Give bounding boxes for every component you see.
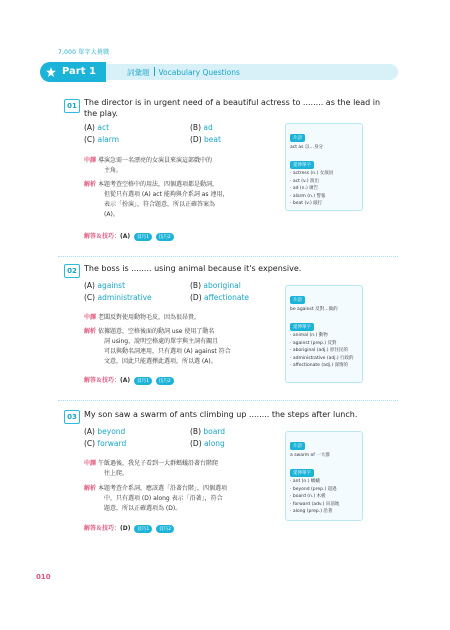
option-a: (A) act	[84, 123, 110, 132]
section-separator	[154, 67, 155, 76]
option-a: (A) against	[84, 281, 126, 290]
translation: 中譯 導演急需一名漂亮的女演員來演這部戲中的 主角。	[84, 157, 212, 174]
option-b: (B) board	[190, 427, 226, 436]
answer-label: 解答＆技巧	[84, 377, 115, 384]
sidebar-item: · beat (v.) 敲打	[290, 201, 323, 206]
sidebar-phrase: a swarm of 一大群	[290, 453, 330, 458]
answer-value: (D)	[120, 525, 131, 532]
translation-label: 中譯	[84, 460, 97, 467]
option-d: (D) along	[190, 439, 225, 448]
vocab-sidebar	[285, 285, 363, 383]
question-line: the play.	[84, 109, 119, 118]
book-title: 7,000 單字大挑戰	[58, 49, 110, 56]
page-number: 010	[36, 573, 51, 581]
question-line: My son saw a swarm of ants climbing up ........ the steps after lunch.	[84, 410, 358, 419]
explanation: 解析 本題考查介系詞，應該選「沿著台階」，四個選項 中，只有選項 (D) along 表示「沿著」，符合 題意，所以正確選項為 (D)。	[84, 485, 227, 512]
part-label: Part 1	[62, 66, 96, 77]
question-text	[84, 409, 396, 420]
sidebar-phrase: act as 以…身分	[290, 145, 323, 150]
sidebar-item: · ant (n.) 螞蟻	[290, 479, 320, 484]
option-d: (D) beat	[190, 135, 221, 144]
question-number: 02	[64, 264, 80, 278]
sidebar-item: · beyond (prep.) 超過	[290, 486, 337, 492]
vocab-sidebar	[285, 431, 363, 521]
sidebar-item: · ad (n.) 廣告	[290, 186, 319, 191]
sidebar-item: · along (prep.) 沿著	[290, 509, 333, 514]
tip-chip: 技巧1	[134, 525, 152, 533]
option-a: (A) beyond	[84, 427, 126, 436]
question-line: The director is in urgent need of a beautiful actress to ........ as the lead in	[84, 98, 381, 107]
star-icon	[46, 67, 56, 77]
tip-chip: 技巧2	[156, 525, 174, 533]
sidebar-item: · affectionate (adj.) 深情的	[290, 363, 349, 368]
question-text	[84, 97, 396, 119]
sidebar-item: · forward (adv.) 向前地	[290, 501, 340, 507]
answer-line: 解答＆技巧：(A) 技巧1 技巧2	[84, 231, 174, 241]
tip-chip: 技巧2	[156, 377, 174, 385]
question-line: The boss is ........ using animal because it's expensive.	[84, 264, 302, 273]
divider	[58, 400, 398, 401]
explanation-label: 解析	[84, 485, 97, 492]
sidebar-item: · actress (n.) 女演員	[290, 171, 334, 176]
part-tab	[40, 62, 106, 82]
divider	[58, 256, 398, 257]
sidebar-item: · board (n.) 木板	[290, 494, 326, 499]
section-label	[127, 67, 240, 78]
sidebar-tag: 片語	[290, 442, 305, 450]
translation: 中譯 老闆反對使用動物毛皮，因為很昂貴。	[84, 314, 200, 321]
question-number: 03	[64, 410, 80, 424]
sidebar-phrase: be against 反對…做的	[290, 307, 338, 312]
sidebar-tag: 延伸單字	[290, 161, 314, 169]
tip-chip: 技巧2	[156, 233, 174, 241]
option-c: (C) forward	[84, 439, 127, 448]
question-number: 01	[64, 99, 80, 113]
answer-value: (A)	[120, 377, 131, 384]
sidebar-tag: 延伸單字	[290, 323, 314, 331]
translation-label: 中譯	[84, 157, 97, 164]
explanation-label: 解析	[84, 181, 97, 188]
explanation-label: 解析	[84, 328, 97, 335]
option-b: (B) ad	[190, 123, 213, 132]
answer-line: 解答＆技巧：(A) 技巧1 技巧2	[84, 375, 174, 385]
option-c: (C) administrative	[84, 293, 152, 302]
sidebar-item: · aboriginal (adj.) 原住民的	[290, 348, 348, 353]
answer-label: 解答＆技巧	[84, 233, 115, 240]
sidebar-item: · act (v.) 演出	[290, 178, 319, 184]
answer-line: 解答＆技巧：(D) 技巧1 技巧2	[84, 523, 174, 533]
sidebar-item: · animal (n.) 動物	[290, 333, 328, 338]
vocab-sidebar	[285, 123, 363, 211]
tip-chip: 技巧1	[134, 377, 152, 385]
answer-label: 解答＆技巧	[84, 525, 115, 532]
option-d: (D) affectionate	[190, 293, 250, 302]
sidebar-tag: 延伸單字	[290, 469, 314, 477]
answer-value: (A)	[120, 233, 131, 240]
translation: 中譯 午飯過後，我兒子看到一大群螞蟻沿著台階爬 往上爬。	[84, 460, 218, 477]
option-c: (C) alarm	[84, 135, 120, 144]
section-zh: 詞彙題	[127, 68, 150, 77]
sidebar-tag: 片語	[290, 134, 305, 142]
explanation: 解析 依據題意，空格後面的動詞 use 使用了動名 詞 using，說明空格處的單字與主詞有關且 可以與動名詞連用，只有選項 (A) against 符合 文意，因此只能選擇此選項，所以選 (A)。	[84, 328, 231, 365]
translation-label: 中譯	[84, 314, 97, 321]
sidebar-tag: 片語	[290, 296, 305, 304]
sidebar-item: · administrative (adj.) 行政的	[290, 355, 354, 361]
tip-chip: 技巧1	[134, 233, 152, 241]
question-text	[84, 263, 396, 274]
sidebar-item: · against (prep.) 反對	[290, 340, 337, 346]
option-b: (B) aboriginal	[190, 281, 241, 290]
sidebar-item: · alarm (n.) 警報	[290, 193, 326, 199]
section-en: Vocabulary Questions	[158, 68, 240, 77]
explanation: 解析 本題考查空格中的用法，四個選項都是動詞， 但從只有選項 (A) act 能夠與介系詞 as 連用， 表示「扮演」，符合題意，所以正確答案為 (A)。	[84, 181, 229, 218]
